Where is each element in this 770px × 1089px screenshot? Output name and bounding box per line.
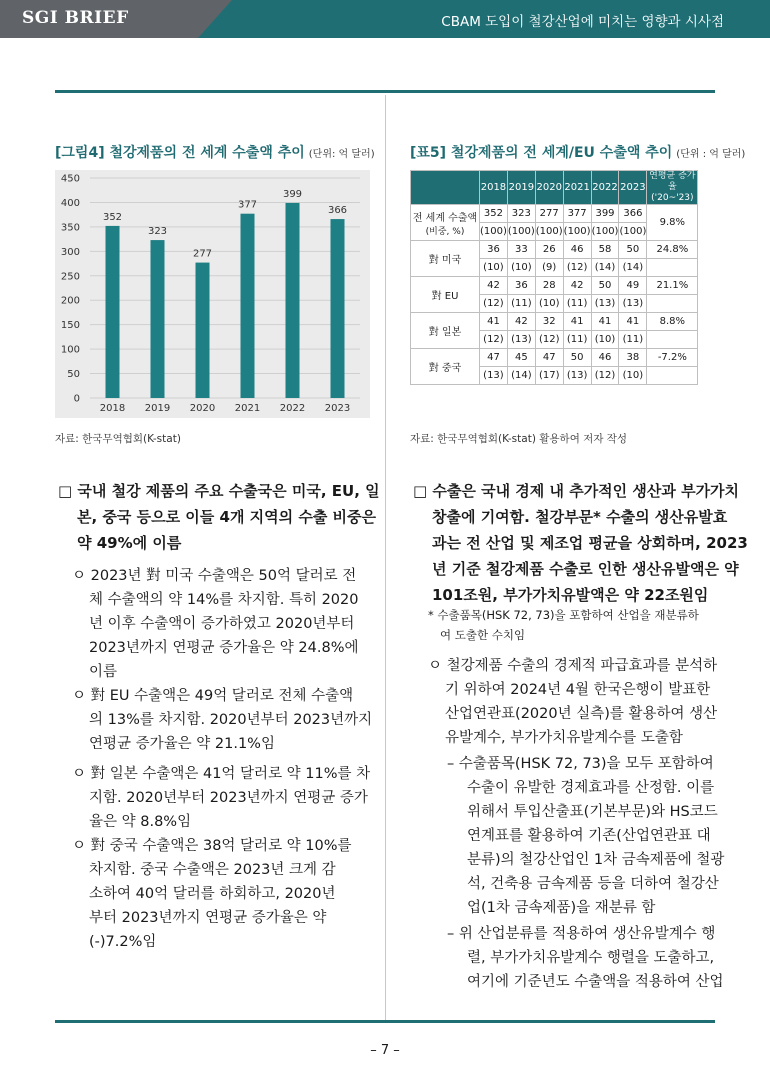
value-cell: 33 bbox=[507, 241, 535, 259]
share-cell: (12) bbox=[563, 259, 591, 277]
x-tick-label: 2020 bbox=[189, 403, 216, 414]
bar bbox=[151, 240, 165, 398]
bar bbox=[286, 203, 300, 398]
text-line: 수출이 유발한 경제효과를 산정함. 이를 bbox=[467, 780, 715, 796]
data-label: 399 bbox=[282, 188, 303, 200]
column-divider bbox=[385, 95, 386, 1020]
value-cell: 36 bbox=[480, 241, 508, 259]
figure4-source: 자료: 한국무역협회(K-stat) bbox=[55, 433, 181, 445]
bottom-rule bbox=[55, 1020, 715, 1023]
bar bbox=[241, 214, 255, 398]
page-number: – 7 – bbox=[370, 1043, 400, 1058]
value-cell: 42 bbox=[480, 277, 508, 295]
bar bbox=[106, 226, 120, 398]
y-tick-label: 450 bbox=[60, 173, 80, 185]
data-label: 352 bbox=[102, 211, 123, 223]
value-cell: 47 bbox=[535, 349, 563, 367]
value-cell: 45 bbox=[507, 349, 535, 367]
text-line: 위해서 투입산출표(기본부문)와 HS코드 bbox=[467, 804, 718, 820]
header-title: CBAM 도입이 철강산업에 미치는 영향과 시사점 bbox=[441, 14, 724, 30]
left-bullet-us bbox=[72, 564, 358, 684]
data-label: 277 bbox=[192, 248, 213, 260]
row-label: 對 EU bbox=[411, 277, 480, 313]
growth-cell: 21.1% bbox=[647, 277, 698, 295]
text-line: 년 이후 수출액이 증가하였고 2020년부터 bbox=[89, 616, 355, 632]
y-tick-label: 0 bbox=[73, 393, 80, 405]
share-cell: (10) bbox=[480, 259, 508, 277]
y-tick-label: 200 bbox=[60, 295, 80, 307]
share-cell: (13) bbox=[480, 367, 508, 385]
data-label: 366 bbox=[327, 205, 348, 217]
y-tick-label: 400 bbox=[60, 197, 80, 209]
table-header-row bbox=[411, 171, 698, 205]
share-cell: (12) bbox=[480, 295, 508, 313]
value-cell: 41 bbox=[480, 313, 508, 331]
share-cell: (100) bbox=[507, 223, 535, 241]
share-cell: (9) bbox=[535, 259, 563, 277]
left-bullet-china bbox=[72, 834, 352, 954]
x-tick-label: 2023 bbox=[324, 403, 351, 414]
share-cell: (13) bbox=[563, 367, 591, 385]
text-line: ㅇ 對 중국 수출액은 38억 달러로 약 10%를 bbox=[72, 838, 352, 854]
text-line: 업(1차 금속제품)을 재분류 함 bbox=[467, 900, 656, 916]
share-cell: (11) bbox=[563, 295, 591, 313]
text-line: 분류)의 철강산업인 1차 금속제품에 철광 bbox=[467, 852, 725, 868]
text-line: 의 13%를 차지함. 2020년부터 2023년까지 bbox=[89, 712, 373, 728]
value-cell: 41 bbox=[591, 313, 619, 331]
empty-cell bbox=[647, 295, 698, 313]
empty-cell bbox=[647, 331, 698, 349]
right-bullet-analysis bbox=[428, 654, 717, 750]
share-cell: (100) bbox=[591, 223, 619, 241]
right-dash-matrix bbox=[447, 922, 724, 994]
text-line: 창출에 기여함. 철강부문* 수출의 생산유발효 bbox=[432, 508, 728, 526]
export-bar-chart bbox=[55, 170, 370, 418]
value-cell: 366 bbox=[619, 205, 647, 223]
share-cell: (12) bbox=[535, 331, 563, 349]
text-line: 여 도출한 수치임 bbox=[440, 628, 526, 642]
header-brand-band bbox=[0, 0, 200, 38]
text-line: 이름 bbox=[89, 664, 118, 680]
share-cell: (12) bbox=[480, 331, 508, 349]
text-line: 부터 2023년까지 연평균 증가율은 약 bbox=[89, 910, 327, 926]
share-cell: (13) bbox=[591, 295, 619, 313]
figure4-caption: [그림4] 철강제품의 전 세계 수출액 추이 (단위: 억 달러) bbox=[55, 145, 375, 161]
value-cell: 47 bbox=[480, 349, 508, 367]
share-cell: (100) bbox=[563, 223, 591, 241]
header-cell: 연평균 증가율 ('20~'23) bbox=[647, 171, 698, 205]
text-line: 지함. 2020년부터 2023년까지 연평균 증가 bbox=[89, 790, 368, 806]
text-line: 년 기준 철강제품 수출로 인한 생산유발액은 약 bbox=[432, 560, 739, 578]
share-cell: (10) bbox=[619, 367, 647, 385]
empty-cell bbox=[647, 367, 698, 385]
text-line: ㅇ 對 일본 수출액은 41억 달러로 약 11%를 차 bbox=[72, 766, 371, 782]
table-row bbox=[411, 313, 698, 331]
share-cell: (11) bbox=[563, 331, 591, 349]
right-footnote bbox=[428, 605, 699, 645]
text-line: (-)7.2%임 bbox=[89, 934, 157, 950]
share-cell: (11) bbox=[507, 295, 535, 313]
value-cell: 42 bbox=[507, 313, 535, 331]
value-cell: 36 bbox=[507, 277, 535, 295]
share-cell: (10) bbox=[507, 259, 535, 277]
left-bullet-japan bbox=[72, 762, 370, 834]
text-line: 과는 전 산업 및 제조업 평균을 상회하며, 2023 bbox=[432, 534, 748, 552]
value-cell: 46 bbox=[563, 241, 591, 259]
share-cell: (13) bbox=[507, 331, 535, 349]
share-cell: (100) bbox=[535, 223, 563, 241]
y-tick-label: 350 bbox=[60, 222, 80, 234]
table-row bbox=[411, 349, 698, 367]
value-cell: 399 bbox=[591, 205, 619, 223]
text-line: 차지함. 중국 수출액은 2023년 크게 감 bbox=[89, 862, 336, 878]
y-tick-label: 100 bbox=[60, 344, 80, 356]
top-rule bbox=[55, 90, 715, 93]
value-cell: 26 bbox=[535, 241, 563, 259]
left-lead-paragraph bbox=[58, 478, 380, 556]
text-line: 소하여 40억 달러를 하회하고, 2020년 bbox=[89, 886, 336, 902]
text-line: 여기에 기준년도 수출액을 적용하여 산업 bbox=[467, 974, 724, 990]
bar bbox=[331, 219, 345, 398]
header-cell: 2021 bbox=[563, 171, 591, 205]
share-cell: (17) bbox=[535, 367, 563, 385]
text-line: 체 수출액의 약 14%를 차지함. 특히 2020 bbox=[89, 592, 359, 608]
x-tick-label: 2019 bbox=[144, 403, 171, 414]
figure4-unit: (단위: 억 달러) bbox=[308, 149, 375, 160]
header-cell bbox=[411, 171, 480, 205]
data-label: 323 bbox=[147, 226, 168, 238]
text-line: ㅇ 철강제품 수출의 경제적 파급효과를 분석하 bbox=[428, 658, 718, 674]
text-line: 본, 중국 등으로 이들 4개 지역의 수출 비중은 bbox=[77, 508, 377, 526]
row-label: 對 일본 bbox=[411, 313, 480, 349]
right-lead-paragraph bbox=[413, 478, 748, 608]
brand-label: SGI BRIEF bbox=[22, 8, 129, 28]
share-cell: (10) bbox=[535, 295, 563, 313]
right-dash-reclassify bbox=[447, 752, 724, 920]
row-label: 對 중국 bbox=[411, 349, 480, 385]
text-line: 약 49%에 이름 bbox=[77, 534, 182, 552]
value-cell: 28 bbox=[535, 277, 563, 295]
share-cell: (12) bbox=[591, 367, 619, 385]
bar bbox=[196, 263, 210, 398]
export-table bbox=[410, 170, 698, 385]
growth-cell: 8.8% bbox=[647, 313, 698, 331]
share-cell: (13) bbox=[619, 295, 647, 313]
table-row bbox=[411, 205, 698, 223]
text-line: □ 수출은 국내 경제 내 추가적인 생산과 부가가치 bbox=[413, 482, 740, 500]
value-cell: 377 bbox=[563, 205, 591, 223]
value-cell: 352 bbox=[480, 205, 508, 223]
x-tick-label: 2022 bbox=[279, 403, 306, 414]
text-line: 연계표를 활용하여 기존(산업연관표 대 bbox=[467, 828, 711, 844]
table5-source: 자료: 한국무역협회(K-stat) 활용하여 저자 작성 bbox=[410, 433, 628, 445]
text-line: – 위 산업분류를 적용하여 생산유발계수 행 bbox=[447, 926, 716, 942]
text-line: 렬, 부가가치유발계수 행렬을 도출하고, bbox=[467, 950, 715, 966]
text-line: 석, 건축용 금속제품 등을 더하여 철강산 bbox=[467, 876, 719, 892]
value-cell: 50 bbox=[591, 277, 619, 295]
header-cell: 2020 bbox=[535, 171, 563, 205]
value-cell: 50 bbox=[563, 349, 591, 367]
text-line: 산업연관표(2020년 실측)를 활용하여 생산 bbox=[445, 706, 718, 722]
share-cell: (14) bbox=[591, 259, 619, 277]
growth-cell: 24.8% bbox=[647, 241, 698, 259]
text-line: ㅇ 2023년 對 미국 수출액은 50억 달러로 전 bbox=[72, 568, 357, 584]
value-cell: 42 bbox=[563, 277, 591, 295]
header-title-band bbox=[232, 0, 770, 38]
value-cell: 323 bbox=[507, 205, 535, 223]
header-cell: 2019 bbox=[507, 171, 535, 205]
value-cell: 41 bbox=[563, 313, 591, 331]
share-cell: (11) bbox=[619, 331, 647, 349]
value-cell: 58 bbox=[591, 241, 619, 259]
empty-cell bbox=[647, 259, 698, 277]
text-line: * 수출품목(HSK 72, 73)을 포함하여 산업을 재분류하 bbox=[428, 608, 699, 622]
text-line: ㅇ 對 EU 수출액은 49억 달러로 전체 수출액 bbox=[72, 688, 354, 704]
share-cell: (14) bbox=[619, 259, 647, 277]
header-cell: 2023 bbox=[619, 171, 647, 205]
data-label: 377 bbox=[237, 199, 258, 211]
header-cell: 2018 bbox=[480, 171, 508, 205]
text-line: – 수출품목(HSK 72, 73)을 모두 포함하여 bbox=[447, 756, 714, 772]
value-cell: 49 bbox=[619, 277, 647, 295]
value-cell: 41 bbox=[619, 313, 647, 331]
y-tick-label: 150 bbox=[60, 320, 80, 332]
text-line: 101조원, 부가가치유발액은 약 22조원임 bbox=[432, 586, 709, 604]
text-line: □ 국내 철강 제품의 주요 수출국은 미국, EU, 일 bbox=[58, 482, 380, 500]
value-cell: 50 bbox=[619, 241, 647, 259]
text-line: 율은 약 8.8%임 bbox=[89, 814, 192, 830]
text-line: 기 위하여 2024년 4월 한국은행이 발표한 bbox=[445, 682, 711, 698]
y-tick-label: 300 bbox=[60, 246, 80, 258]
x-tick-label: 2021 bbox=[234, 403, 261, 414]
value-cell: 277 bbox=[535, 205, 563, 223]
growth-cell: 9.8% bbox=[647, 205, 698, 241]
table5-caption: [표5] 철강제품의 전 세계/EU 수출액 추이 (단위 : 억 달러) bbox=[410, 145, 746, 161]
table-row bbox=[411, 277, 698, 295]
growth-cell: -7.2% bbox=[647, 349, 698, 367]
x-tick-label: 2018 bbox=[99, 403, 126, 414]
y-tick-label: 50 bbox=[67, 369, 80, 381]
left-bullet-eu bbox=[72, 684, 372, 756]
share-cell: (14) bbox=[507, 367, 535, 385]
text-line: 2023년까지 연평균 증가율은 약 24.8%에 bbox=[89, 640, 359, 656]
row-label: 전 세계 수출액 (비중, %) bbox=[411, 205, 480, 241]
text-line: 유발계수, 부가가치유발계수를 도출함 bbox=[445, 730, 683, 746]
share-cell: (100) bbox=[480, 223, 508, 241]
table-row bbox=[411, 241, 698, 259]
share-cell: (10) bbox=[591, 331, 619, 349]
value-cell: 32 bbox=[535, 313, 563, 331]
value-cell: 46 bbox=[591, 349, 619, 367]
text-line: 연평균 증가율은 약 21.1%임 bbox=[89, 736, 275, 752]
value-cell: 38 bbox=[619, 349, 647, 367]
y-tick-label: 250 bbox=[60, 271, 80, 283]
table5-unit: (단위 : 억 달러) bbox=[676, 149, 746, 160]
header-cell: 2022 bbox=[591, 171, 619, 205]
share-cell: (100) bbox=[619, 223, 647, 241]
row-label: 對 미국 bbox=[411, 241, 480, 277]
